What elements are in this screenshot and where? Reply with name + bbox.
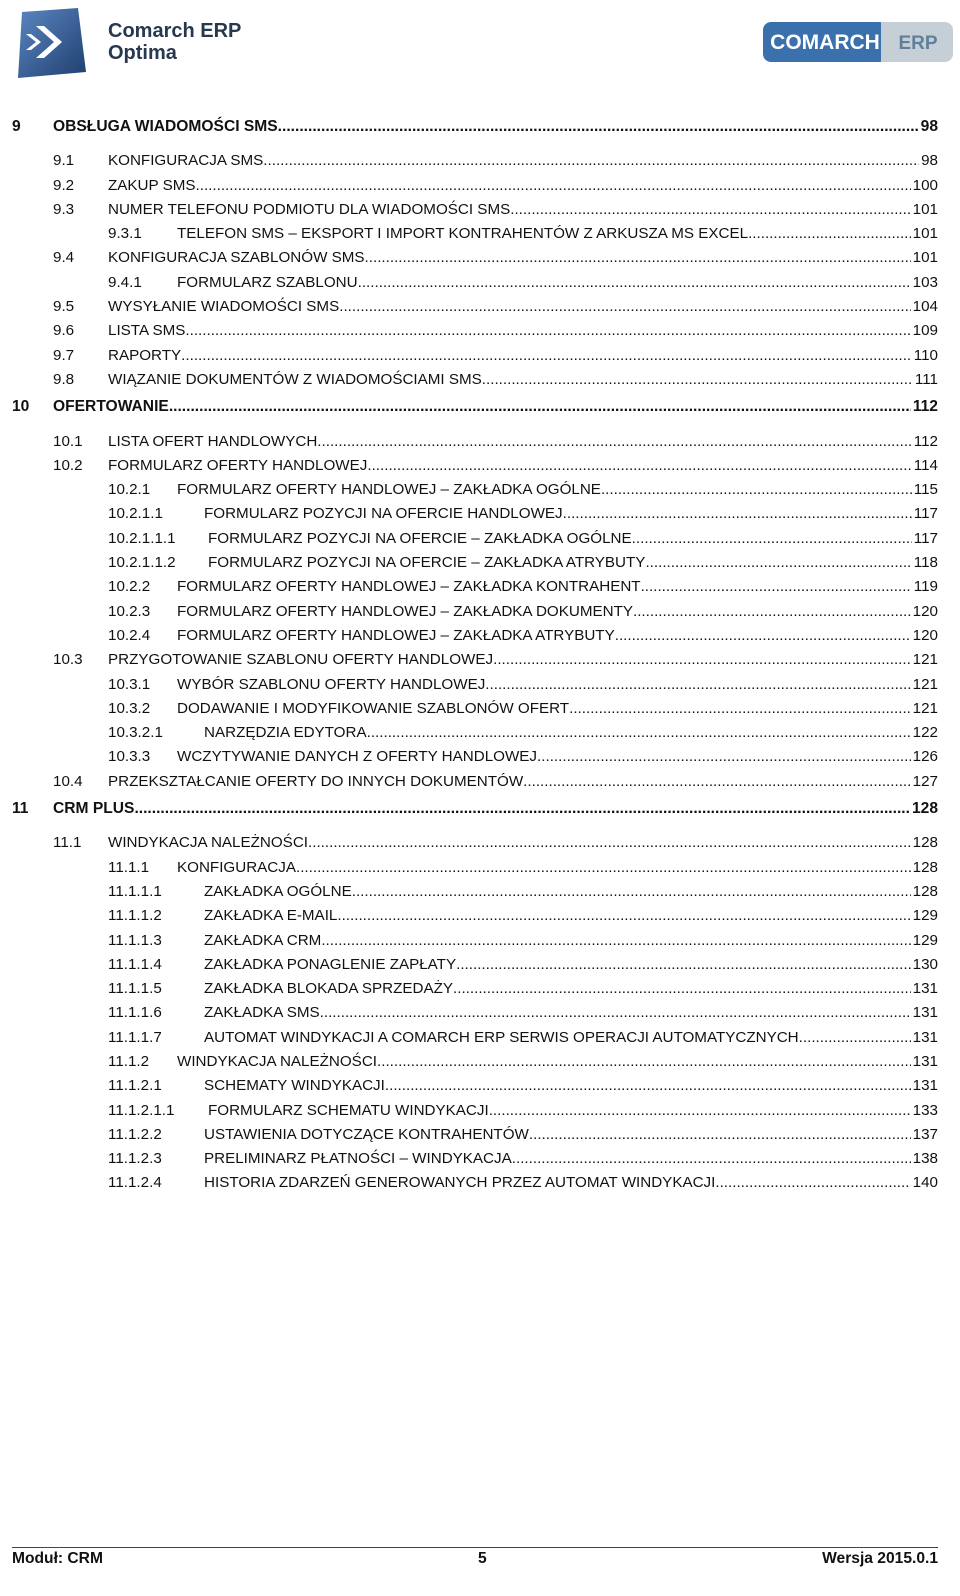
- toc-dot-leader: [601, 478, 912, 502]
- toc-dot-leader: [563, 502, 912, 526]
- toc-entry[interactable]: [0, 1147, 960, 1171]
- toc-entry-page: 131: [912, 980, 938, 998]
- toc-entry-number: 9: [12, 118, 21, 135]
- toc-entry-page: 127: [912, 772, 938, 790]
- toc-entry[interactable]: [0, 368, 960, 392]
- brand-left-text: COMARCH: [770, 31, 880, 54]
- toc-entry-page: 100: [912, 176, 938, 194]
- toc-entry-number: 9.2: [53, 176, 75, 194]
- toc-entry-title: OBSŁUGA WIADOMOŚCI SMS: [53, 118, 278, 135]
- toc-entry-page: 128: [911, 800, 938, 818]
- toc-dot-leader: [493, 648, 911, 672]
- toc-entry-page: 137: [912, 1125, 938, 1143]
- toc-entry-number: 11: [12, 800, 29, 818]
- toc-entry-number: 11.1.2: [108, 1052, 150, 1070]
- toc-entry-number: 11.1.2.4: [108, 1174, 162, 1192]
- toc-entry-title: LISTA SMS: [108, 322, 186, 340]
- toc-entry-title: PRZYGOTOWANIE SZABLONU OFERTY HANDLOWEJ: [108, 651, 494, 669]
- toc-entry-number: 10.4: [53, 772, 83, 790]
- toc-entry-page: 98: [921, 152, 938, 170]
- toc-entry-page: 101: [912, 200, 938, 218]
- toc-entry[interactable]: [0, 904, 960, 928]
- toc-entry-page: 131: [912, 1077, 938, 1095]
- toc-dot-leader: [321, 929, 910, 953]
- toc-entry-number: 9.6: [53, 322, 75, 340]
- toc-entry-title: FORMULARZ OFERTY HANDLOWEJ: [108, 456, 368, 474]
- toc-entry-number: 11.1.1.2: [108, 907, 162, 925]
- toc-entry-title: HISTORIA ZDARZEŃ GENEROWANYCH PRZEZ AUTOMAT WINDYKACJI: [204, 1174, 716, 1192]
- toc-entry-page: 138: [912, 1150, 938, 1168]
- toc-entry-title: ZAKŁADKA OGÓLNE: [204, 882, 352, 900]
- toc-entry-number: 11.1.1.5: [108, 980, 162, 998]
- toc-entry-page: 101: [912, 225, 938, 243]
- toc-entry-page: 103: [912, 273, 938, 291]
- toc-entry-number: 9.4: [53, 249, 75, 267]
- toc-entry-title: FORMULARZ OFERTY HANDLOWEJ – ZAKŁADKA ATRYBUTY: [177, 626, 615, 644]
- page-footer: [12, 1549, 938, 1569]
- page-header: [0, 0, 960, 90]
- footer-page-number: 5: [478, 1550, 487, 1567]
- toc-entry-number: 10.2.1.1.2: [108, 554, 176, 572]
- product-name: [108, 20, 241, 64]
- toc-dot-leader: [482, 368, 913, 392]
- toc-dot-leader: [615, 624, 911, 648]
- toc-entry-title: FORMULARZ POZYCJI NA OFERCIE – ZAKŁADKA OGÓLNE: [208, 529, 632, 547]
- toc-entry-title: FORMULARZ OFERTY HANDLOWEJ – ZAKŁADKA DOKUMENTY: [177, 602, 633, 620]
- toc-entry[interactable]: [0, 600, 960, 624]
- toc-dot-leader: [320, 1001, 911, 1025]
- toc-entry[interactable]: [0, 1001, 960, 1025]
- toc-dot-leader: [317, 430, 911, 454]
- toc-entry[interactable]: [0, 575, 960, 599]
- toc-entry-number: 10.3.2: [108, 699, 151, 717]
- toc-dot-leader: [512, 1147, 911, 1171]
- toc-entry-title: WIĄZANIE DOKUMENTÓW Z WIADOMOŚCIAMI SMS: [108, 370, 482, 388]
- toc-entry-page: 109: [912, 322, 938, 340]
- toc-entry-number: 11.1.1.6: [108, 1004, 162, 1022]
- toc-entry-number: 11.1.2.2: [108, 1125, 162, 1143]
- toc-chapter-entry[interactable]: [0, 395, 960, 419]
- toc-entry-number: 10.3: [53, 651, 83, 669]
- toc-entry[interactable]: [0, 454, 960, 478]
- toc-entry-page: 131: [912, 1028, 938, 1046]
- toc-entry-page: 128: [912, 858, 938, 876]
- toc-dot-leader: [365, 246, 911, 270]
- toc-entry-number: 9.3.1: [108, 225, 142, 243]
- toc-dot-leader: [485, 673, 910, 697]
- toc-entry[interactable]: [0, 770, 960, 794]
- toc-entry-title: KONFIGURACJA SMS: [108, 152, 264, 170]
- toc-entry[interactable]: [0, 673, 960, 697]
- toc-entry-number: 10.2.3: [108, 602, 151, 620]
- toc-dot-leader: [748, 222, 911, 246]
- toc-entry-page: 128: [912, 882, 938, 900]
- toc-entry-title: FORMULARZ SCHEMATU WINDYKACJI: [208, 1101, 489, 1119]
- toc-entry-title: WYBÓR SZABLONU OFERTY HANDLOWEJ: [177, 675, 486, 693]
- toc-entry-page: 121: [912, 675, 938, 693]
- product-line-2: Optima: [108, 42, 177, 64]
- toc-entry-number: 10.2.4: [108, 626, 151, 644]
- toc-dot-leader: [645, 551, 911, 575]
- toc-dot-leader: [339, 295, 910, 319]
- toc-entry[interactable]: [0, 246, 960, 270]
- toc-entry-number: 10.2.1.1: [108, 505, 163, 523]
- toc-entry-title: FORMULARZ OFERTY HANDLOWEJ – ZAKŁADKA KONTRAHENT: [177, 578, 641, 596]
- toc-entry-page: 131: [912, 1052, 938, 1070]
- toc-dot-leader: [523, 770, 910, 794]
- toc-entry-page: 129: [912, 907, 938, 925]
- toc-entry-page: 112: [913, 432, 938, 450]
- toc-entry[interactable]: [0, 527, 960, 551]
- toc-entry[interactable]: [0, 1050, 960, 1074]
- toc-entry-title: ZAKŁADKA E-MAIL: [204, 907, 338, 925]
- toc-entry-page: 121: [912, 651, 938, 669]
- toc-entry-page: 101: [912, 249, 938, 267]
- toc-entry-page: 117: [913, 505, 938, 523]
- toc-entry-title: USTAWIENIA DOTYCZĄCE KONTRAHENTÓW: [204, 1125, 529, 1143]
- product-line-1: Comarch ERP: [108, 20, 242, 42]
- toc-entry-number: 11.1.2.1: [108, 1077, 162, 1095]
- toc-entry-page: 129: [912, 931, 938, 949]
- toc-entry-page: 121: [912, 699, 938, 717]
- toc-entry-title: WINDYKACJA NALEŻNOŚCI: [177, 1052, 378, 1070]
- toc-dot-leader: [489, 1099, 911, 1123]
- toc-entry[interactable]: [0, 551, 960, 575]
- toc-chapter-entry[interactable]: [0, 115, 960, 139]
- toc-entry[interactable]: [0, 271, 960, 295]
- toc-dot-leader: [358, 271, 911, 295]
- toc-entry[interactable]: [0, 1074, 960, 1098]
- toc-entry[interactable]: [0, 222, 960, 246]
- toc-entry-page: 111: [914, 370, 938, 388]
- toc-dot-leader: [296, 856, 911, 880]
- toc-dot-leader: [632, 527, 912, 551]
- toc-entry-title: FORMULARZ OFERTY HANDLOWEJ – ZAKŁADKA OGÓLNE: [177, 481, 601, 499]
- toc-dot-leader: [185, 319, 910, 343]
- toc-entry-title: CRM PLUS: [53, 800, 135, 818]
- toc-dot-leader: [367, 721, 911, 745]
- toc-entry-title: KONFIGURACJA: [177, 858, 296, 876]
- toc-entry-page: 115: [913, 481, 938, 499]
- toc-entry-page: 122: [912, 724, 938, 742]
- toc-entry-number: 10.1: [53, 432, 83, 450]
- toc-entry-title: WCZYTYWANIE DANYCH Z OFERTY HANDLOWEJ: [177, 748, 538, 766]
- toc-entry-number: 9.3: [53, 200, 75, 218]
- toc-entry-number: 9.8: [53, 370, 75, 388]
- toc-entry[interactable]: [0, 953, 960, 977]
- toc-entry[interactable]: [0, 502, 960, 526]
- toc-entry[interactable]: [0, 624, 960, 648]
- toc-entry-page: 119: [913, 578, 938, 596]
- toc-entry-title: FORMULARZ POZYCJI NA OFERCIE – ZAKŁADKA ATRYBUTY: [208, 554, 646, 572]
- toc-entry-number: 11.1.2.3: [108, 1150, 162, 1168]
- toc-dot-leader: [308, 831, 911, 855]
- toc-entry-page: 128: [912, 834, 938, 852]
- toc-entry-title: WINDYKACJA NALEŻNOŚCI: [108, 834, 309, 852]
- toc-dot-leader: [377, 1050, 911, 1074]
- toc-dot-leader: [263, 149, 919, 173]
- toc-dot-leader: [641, 575, 912, 599]
- comarch-erp-logo-icon: [14, 8, 86, 78]
- toc-entry[interactable]: [0, 648, 960, 672]
- toc-dot-leader: [510, 198, 910, 222]
- toc-entry-page: 120: [912, 626, 938, 644]
- toc-entry[interactable]: [0, 1026, 960, 1050]
- toc-entry-page: 112: [912, 398, 938, 416]
- toc-entry-page: 110: [913, 346, 938, 364]
- toc-entry-title: ZAKŁADKA BLOKADA SPRZEDAŻY: [204, 980, 453, 998]
- toc-entry[interactable]: [0, 1123, 960, 1147]
- toc-entry-page: 117: [913, 529, 938, 547]
- toc-entry-number: 9.7: [53, 346, 75, 364]
- toc-entry-title: AUTOMAT WINDYKACJI A COMARCH ERP SERWIS OPERACJI AUTOMATYCZNYCH: [204, 1028, 799, 1046]
- toc-entry-title: DODAWANIE I MODYFIKOWANIE SZABLONÓW OFERT: [177, 699, 570, 717]
- toc-entry-title: LISTA OFERT HANDLOWYCH: [108, 432, 318, 450]
- footer-module: Moduł: CRM: [12, 1550, 103, 1567]
- toc-entry-number: 10.2: [53, 456, 83, 474]
- toc-entry[interactable]: [0, 1099, 960, 1123]
- toc-entry-page: 131: [912, 1004, 938, 1022]
- toc-entry[interactable]: [0, 880, 960, 904]
- toc-entry-title: ZAKŁADKA SMS: [204, 1004, 320, 1022]
- toc-entry-page: 140: [912, 1174, 938, 1192]
- toc-entry-number: 10.2.1.1.1: [108, 529, 176, 547]
- toc-entry[interactable]: [0, 478, 960, 502]
- toc-entry[interactable]: [0, 1171, 960, 1195]
- toc-dot-leader: [569, 697, 911, 721]
- toc-entry-number: 10.3.3: [108, 748, 151, 766]
- toc-entry-number: 11.1.1.1: [108, 882, 162, 900]
- toc-entry-title: KONFIGURACJA SZABLONÓW SMS: [108, 249, 365, 267]
- toc-entry-page: 118: [913, 554, 938, 572]
- toc-entry-title: RAPORTY: [108, 346, 182, 364]
- toc-entry-number: 11.1.1.4: [108, 955, 162, 973]
- toc-dot-leader: [134, 797, 910, 821]
- toc-entry[interactable]: [0, 977, 960, 1001]
- toc-entry-title: ZAKUP SMS: [108, 176, 196, 194]
- toc-dot-leader: [181, 344, 912, 368]
- toc-entry[interactable]: [0, 149, 960, 173]
- toc-entry-title: NUMER TELEFONU PODMIOTU DLA WIADOMOŚCI SMS: [108, 200, 511, 218]
- toc-entry-title: FORMULARZ SZABLONU: [177, 273, 358, 291]
- toc-entry-page: 130: [912, 955, 938, 973]
- toc-entry-number: 9.1: [53, 152, 75, 170]
- toc-entry[interactable]: [0, 745, 960, 769]
- toc-entry-number: 11.1.1.3: [108, 931, 162, 949]
- toc-entry-number: 11.1: [53, 834, 82, 852]
- toc-dot-leader: [633, 600, 911, 624]
- toc-dot-leader: [456, 953, 911, 977]
- toc-dot-leader: [196, 174, 911, 198]
- toc-entry-number: 11.1.1: [108, 858, 150, 876]
- toc-entry-number: 10.2.1: [108, 481, 151, 499]
- toc-entry-number: 10.3.2.1: [108, 724, 163, 742]
- toc-entry-title: SCHEMATY WINDYKACJI: [204, 1077, 385, 1095]
- toc-entry-title: NARZĘDZIA EDYTORA: [204, 724, 367, 742]
- toc-entry-page: 114: [913, 456, 938, 474]
- toc-dot-leader: [529, 1123, 911, 1147]
- toc-entry-title: ZAKŁADKA CRM: [204, 931, 322, 949]
- toc-entry-number: 10: [12, 398, 30, 416]
- toc-entry[interactable]: [0, 721, 960, 745]
- toc-dot-leader: [715, 1171, 910, 1195]
- toc-entry-title: OFERTOWANIE: [53, 398, 169, 416]
- toc-dot-leader: [352, 880, 911, 904]
- toc-entry-number: 10.2.2: [108, 578, 151, 596]
- toc-entry-number: 11.1.2.1.1: [108, 1101, 175, 1119]
- toc-entry-page: 120: [912, 602, 938, 620]
- toc-entry[interactable]: [0, 198, 960, 222]
- toc-entry-title: ZAKŁADKA PONAGLENIE ZAPŁATY: [204, 955, 457, 973]
- toc-dot-leader: [337, 904, 910, 928]
- comarch-brand-logo: [763, 22, 953, 62]
- brand-right-text: ERP: [898, 33, 938, 54]
- toc-dot-leader: [453, 977, 911, 1001]
- toc-entry[interactable]: [0, 319, 960, 343]
- toc-entry-number: 10.3.1: [108, 675, 151, 693]
- toc-entry-page: 104: [912, 298, 938, 316]
- toc-dot-leader: [169, 395, 911, 419]
- toc-entry-number: 9.5: [53, 298, 75, 316]
- toc-entry[interactable]: [0, 929, 960, 953]
- toc-entry[interactable]: [0, 831, 960, 855]
- toc-dot-leader: [385, 1074, 911, 1098]
- footer-version: Wersja 2015.0.1: [822, 1550, 938, 1567]
- toc-entry-page: 133: [912, 1101, 938, 1119]
- toc-entry-number: 11.1.1.7: [108, 1028, 162, 1046]
- footer-divider: [12, 1547, 938, 1548]
- toc-entry-page: 98: [920, 118, 938, 135]
- toc-entry[interactable]: [0, 295, 960, 319]
- toc-entry[interactable]: [0, 697, 960, 721]
- toc-entry-title: FORMULARZ POZYCJI NA OFERCIE HANDLOWEJ: [204, 505, 563, 523]
- table-of-contents: [0, 112, 960, 1196]
- toc-entry[interactable]: [0, 174, 960, 198]
- toc-entry-title: TELEFON SMS – EKSPORT I IMPORT KONTRAHENTÓW Z ARKUSZA MS EXCEL: [177, 225, 749, 243]
- toc-entry[interactable]: [0, 856, 960, 880]
- toc-entry[interactable]: [0, 430, 960, 454]
- toc-dot-leader: [537, 745, 911, 769]
- toc-dot-leader: [278, 115, 919, 139]
- toc-entry-title: PRZEKSZTAŁCANIE OFERTY DO INNYCH DOKUMENTÓW: [108, 772, 524, 790]
- toc-entry-number: 9.4.1: [108, 273, 142, 291]
- toc-dot-leader: [367, 454, 911, 478]
- toc-entry[interactable]: [0, 344, 960, 368]
- toc-entry-page: 126: [912, 748, 938, 766]
- toc-chapter-entry[interactable]: [0, 797, 960, 821]
- toc-entry-title: WYSYŁANIE WIADOMOŚCI SMS: [108, 298, 340, 316]
- toc-dot-leader: [799, 1026, 911, 1050]
- toc-entry-title: PRELIMINARZ PŁATNOŚCI – WINDYKACJA: [204, 1150, 512, 1168]
